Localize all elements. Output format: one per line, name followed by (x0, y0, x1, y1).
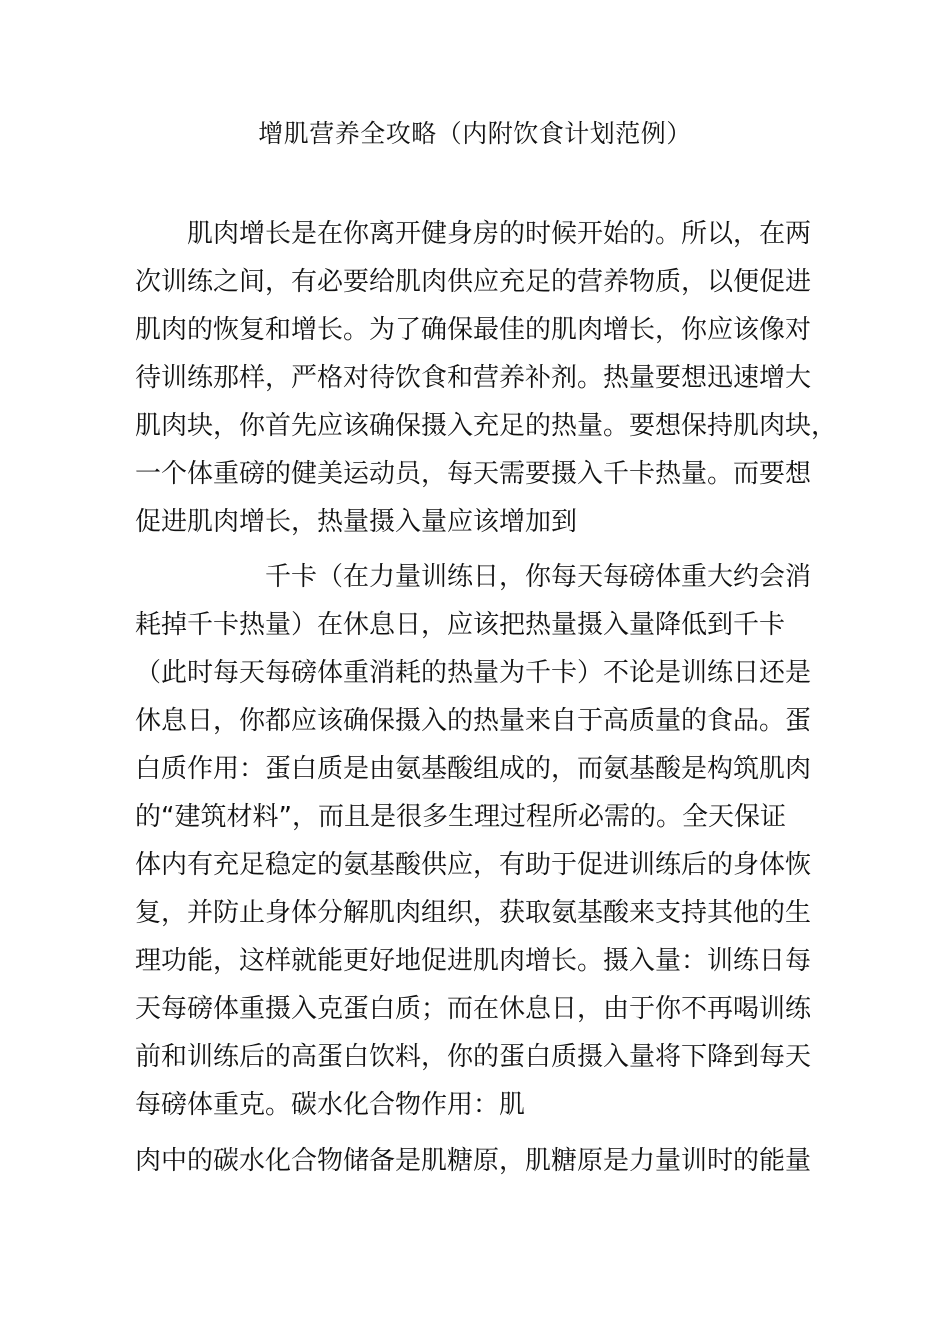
body-line: 肌肉的恢复和增长。为了确保最佳的肌肉增长，你应该像对 (135, 315, 812, 345)
body-line: 理功能，这样就能更好地促进肌肉增长。摄入量：训练日每 (135, 946, 812, 976)
body-line: 次训练之间，有必要给肌肉供应充足的营养物质，以便促进 (135, 267, 812, 297)
body-line: 前和训练后的高蛋白饮料，你的蛋白质摄入量将下降到每天 (135, 1042, 812, 1072)
body-line: 一个体重磅的健美运动员，每天需要摄入千卡热量。而要想 (135, 459, 812, 489)
body-line: 肌肉增长是在你离开健身房的时候开始的。所以，在两 (135, 219, 812, 249)
body-line: 肌肉块，你首先应该确保摄入充足的热量。要想保持肌肉块， (135, 411, 838, 441)
body-line: 的“建筑材料”，而且是很多生理过程所必需的。全天保证 (135, 802, 786, 832)
body-line: 促进肌肉增长，热量摄入量应该增加到 (135, 507, 578, 537)
body-line: 肉中的碳水化合物储备是肌糖原，肌糖原是力量训时的能量 (135, 1146, 812, 1176)
body-line: 待训练那样，严格对待饮食和营养补剂。热量要想迅速增大 (135, 363, 812, 393)
body-line: 天每磅体重摄入克蛋白质；而在休息日，由于你不再喝训练 (135, 994, 812, 1024)
body-line: 每磅体重克。碳水化合物作用：肌 (135, 1090, 526, 1120)
body-line: （此时每天每磅体重消耗的热量为千卡）不论是训练日还是 (135, 658, 812, 688)
body-line: 白质作用：蛋白质是由氨基酸组成的，而氨基酸是构筑肌肉 (135, 754, 812, 784)
body-line: 体内有充足稳定的氨基酸供应，有助于促进训练后的身体恢 (135, 850, 812, 880)
body-line: 千卡（在力量训练日，你每天每磅体重大约会消 (135, 562, 812, 592)
document-title: 增肌营养全攻略（内附饮食计划范例） (258, 119, 692, 148)
body-line: 耗掉千卡热量）在休息日，应该把热量摄入量降低到千卡 (135, 610, 786, 640)
body-line: 休息日，你都应该确保摄入的热量来自于高质量的食品。蛋 (135, 706, 812, 736)
body-line: 复，并防止身体分解肌肉组织，获取氨基酸来支持其他的生 (135, 898, 812, 928)
